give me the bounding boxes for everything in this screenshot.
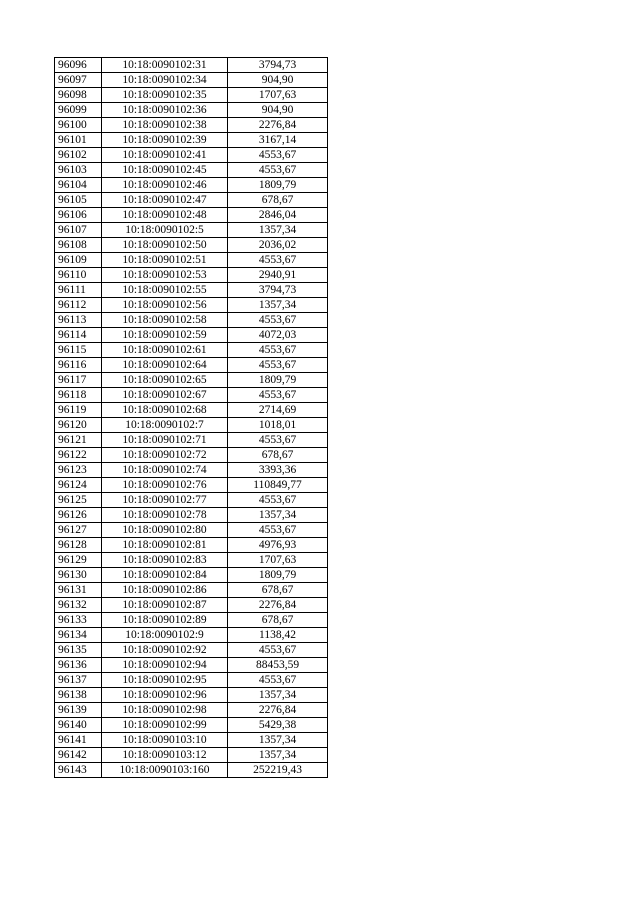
table-row xyxy=(55,418,328,433)
value-cell: 678,67 xyxy=(228,448,328,463)
value-cell: 4553,67 xyxy=(228,253,328,268)
table-row xyxy=(55,478,328,493)
table-body xyxy=(55,58,328,778)
cadastral-number-cell: 10:18:0090102:7 xyxy=(102,418,228,433)
cadastral-number-cell: 10:18:0090102:67 xyxy=(102,388,228,403)
table-row xyxy=(55,763,328,778)
value-cell: 1357,34 xyxy=(228,223,328,238)
row-id-cell: 96138 xyxy=(55,688,102,703)
row-id-cell: 96109 xyxy=(55,253,102,268)
value-cell: 1809,79 xyxy=(228,568,328,583)
table-row xyxy=(55,568,328,583)
row-id-cell: 96114 xyxy=(55,328,102,343)
table-row xyxy=(55,208,328,223)
value-cell: 3167,14 xyxy=(228,133,328,148)
table-row xyxy=(55,103,328,118)
row-id-cell: 96137 xyxy=(55,673,102,688)
table-row xyxy=(55,748,328,763)
cadastral-number-cell: 10:18:0090102:96 xyxy=(102,688,228,703)
row-id-cell: 96130 xyxy=(55,568,102,583)
table-row xyxy=(55,433,328,448)
cadastral-number-cell: 10:18:0090103:12 xyxy=(102,748,228,763)
value-cell: 3393,36 xyxy=(228,463,328,478)
table-row xyxy=(55,718,328,733)
table-row xyxy=(55,223,328,238)
table-row xyxy=(55,133,328,148)
value-cell: 1138,42 xyxy=(228,628,328,643)
value-cell: 2714,69 xyxy=(228,403,328,418)
table-row xyxy=(55,283,328,298)
table-row xyxy=(55,388,328,403)
table-row xyxy=(55,358,328,373)
row-id-cell: 96101 xyxy=(55,133,102,148)
value-cell: 678,67 xyxy=(228,193,328,208)
value-cell: 4553,67 xyxy=(228,343,328,358)
row-id-cell: 96107 xyxy=(55,223,102,238)
row-id-cell: 96102 xyxy=(55,148,102,163)
cadastral-number-cell: 10:18:0090102:46 xyxy=(102,178,228,193)
value-cell: 678,67 xyxy=(228,613,328,628)
row-id-cell: 96124 xyxy=(55,478,102,493)
value-cell: 4976,93 xyxy=(228,538,328,553)
row-id-cell: 96123 xyxy=(55,463,102,478)
value-cell: 1357,34 xyxy=(228,688,328,703)
cadastral-number-cell: 10:18:0090102:74 xyxy=(102,463,228,478)
row-id-cell: 96115 xyxy=(55,343,102,358)
cadastral-number-cell: 10:18:0090102:94 xyxy=(102,658,228,673)
cadastral-number-cell: 10:18:0090102:5 xyxy=(102,223,228,238)
value-cell: 1357,34 xyxy=(228,508,328,523)
value-cell: 3794,73 xyxy=(228,58,328,73)
table-row xyxy=(55,598,328,613)
cadastral-number-cell: 10:18:0090102:76 xyxy=(102,478,228,493)
table-row xyxy=(55,643,328,658)
table-row xyxy=(55,118,328,133)
value-cell: 4553,67 xyxy=(228,673,328,688)
table-row xyxy=(55,88,328,103)
table-row xyxy=(55,313,328,328)
row-id-cell: 96121 xyxy=(55,433,102,448)
value-cell: 2276,84 xyxy=(228,703,328,718)
data-table xyxy=(54,57,328,778)
row-id-cell: 96120 xyxy=(55,418,102,433)
table-row xyxy=(55,193,328,208)
row-id-cell: 96128 xyxy=(55,538,102,553)
cadastral-number-cell: 10:18:0090102:80 xyxy=(102,523,228,538)
row-id-cell: 96104 xyxy=(55,178,102,193)
value-cell: 252219,43 xyxy=(228,763,328,778)
table-row xyxy=(55,508,328,523)
value-cell: 110849,77 xyxy=(228,478,328,493)
row-id-cell: 96103 xyxy=(55,163,102,178)
value-cell: 1357,34 xyxy=(228,748,328,763)
table-row xyxy=(55,688,328,703)
row-id-cell: 96134 xyxy=(55,628,102,643)
value-cell: 1357,34 xyxy=(228,733,328,748)
cadastral-number-cell: 10:18:0090102:59 xyxy=(102,328,228,343)
table-row xyxy=(55,268,328,283)
table-row xyxy=(55,373,328,388)
table-row xyxy=(55,658,328,673)
cadastral-number-cell: 10:18:0090102:48 xyxy=(102,208,228,223)
row-id-cell: 96100 xyxy=(55,118,102,133)
value-cell: 2036,02 xyxy=(228,238,328,253)
table-row xyxy=(55,553,328,568)
table-row xyxy=(55,403,328,418)
cadastral-number-cell: 10:18:0090102:77 xyxy=(102,493,228,508)
row-id-cell: 96142 xyxy=(55,748,102,763)
table-row xyxy=(55,538,328,553)
row-id-cell: 96119 xyxy=(55,403,102,418)
value-cell: 4553,67 xyxy=(228,433,328,448)
table-row xyxy=(55,148,328,163)
table-row xyxy=(55,613,328,628)
row-id-cell: 96116 xyxy=(55,358,102,373)
row-id-cell: 96106 xyxy=(55,208,102,223)
row-id-cell: 96143 xyxy=(55,763,102,778)
value-cell: 4553,67 xyxy=(228,163,328,178)
table-row xyxy=(55,343,328,358)
row-id-cell: 96096 xyxy=(55,58,102,73)
cadastral-number-cell: 10:18:0090102:47 xyxy=(102,193,228,208)
row-id-cell: 96125 xyxy=(55,493,102,508)
cadastral-number-cell: 10:18:0090102:84 xyxy=(102,568,228,583)
value-cell: 3794,73 xyxy=(228,283,328,298)
cadastral-number-cell: 10:18:0090102:56 xyxy=(102,298,228,313)
table-row xyxy=(55,733,328,748)
cadastral-number-cell: 10:18:0090102:89 xyxy=(102,613,228,628)
table-row xyxy=(55,253,328,268)
row-id-cell: 96131 xyxy=(55,583,102,598)
value-cell: 1809,79 xyxy=(228,373,328,388)
table-row xyxy=(55,238,328,253)
table-row xyxy=(55,73,328,88)
table-row xyxy=(55,583,328,598)
cadastral-number-cell: 10:18:0090102:71 xyxy=(102,433,228,448)
cadastral-number-cell: 10:18:0090102:36 xyxy=(102,103,228,118)
cadastral-number-cell: 10:18:0090102:72 xyxy=(102,448,228,463)
row-id-cell: 96135 xyxy=(55,643,102,658)
value-cell: 904,90 xyxy=(228,73,328,88)
row-id-cell: 96133 xyxy=(55,613,102,628)
row-id-cell: 96097 xyxy=(55,73,102,88)
table-row xyxy=(55,163,328,178)
row-id-cell: 96099 xyxy=(55,103,102,118)
cadastral-number-cell: 10:18:0090102:34 xyxy=(102,73,228,88)
row-id-cell: 96122 xyxy=(55,448,102,463)
cadastral-number-cell: 10:18:0090102:87 xyxy=(102,598,228,613)
value-cell: 904,90 xyxy=(228,103,328,118)
value-cell: 4553,67 xyxy=(228,643,328,658)
value-cell: 5429,38 xyxy=(228,718,328,733)
row-id-cell: 96132 xyxy=(55,598,102,613)
row-id-cell: 96108 xyxy=(55,238,102,253)
cadastral-number-cell: 10:18:0090102:81 xyxy=(102,538,228,553)
cadastral-number-cell: 10:18:0090102:64 xyxy=(102,358,228,373)
cadastral-number-cell: 10:18:0090102:99 xyxy=(102,718,228,733)
value-cell: 1018,01 xyxy=(228,418,328,433)
value-cell: 4553,67 xyxy=(228,313,328,328)
value-cell: 2276,84 xyxy=(228,118,328,133)
value-cell: 2276,84 xyxy=(228,598,328,613)
value-cell: 2846,04 xyxy=(228,208,328,223)
cadastral-number-cell: 10:18:0090102:31 xyxy=(102,58,228,73)
value-cell: 1707,63 xyxy=(228,553,328,568)
row-id-cell: 96127 xyxy=(55,523,102,538)
table-row xyxy=(55,523,328,538)
value-cell: 678,67 xyxy=(228,583,328,598)
row-id-cell: 96110 xyxy=(55,268,102,283)
value-cell: 1357,34 xyxy=(228,298,328,313)
table-row xyxy=(55,298,328,313)
cadastral-number-cell: 10:18:0090102:45 xyxy=(102,163,228,178)
value-cell: 4553,67 xyxy=(228,493,328,508)
row-id-cell: 96105 xyxy=(55,193,102,208)
cadastral-number-cell: 10:18:0090102:55 xyxy=(102,283,228,298)
value-cell: 4553,67 xyxy=(228,523,328,538)
cadastral-number-cell: 10:18:0090102:35 xyxy=(102,88,228,103)
table-row xyxy=(55,448,328,463)
table-row xyxy=(55,58,328,73)
cadastral-number-cell: 10:18:0090102:98 xyxy=(102,703,228,718)
row-id-cell: 96113 xyxy=(55,313,102,328)
table-row xyxy=(55,703,328,718)
table-row xyxy=(55,178,328,193)
cadastral-number-cell: 10:18:0090102:9 xyxy=(102,628,228,643)
row-id-cell: 96118 xyxy=(55,388,102,403)
row-id-cell: 96139 xyxy=(55,703,102,718)
cadastral-number-cell: 10:18:0090102:61 xyxy=(102,343,228,358)
value-cell: 4553,67 xyxy=(228,148,328,163)
value-cell: 4553,67 xyxy=(228,388,328,403)
table-row xyxy=(55,493,328,508)
row-id-cell: 96117 xyxy=(55,373,102,388)
cadastral-number-cell: 10:18:0090102:83 xyxy=(102,553,228,568)
cadastral-number-cell: 10:18:0090102:41 xyxy=(102,148,228,163)
table-row xyxy=(55,673,328,688)
cadastral-number-cell: 10:18:0090102:39 xyxy=(102,133,228,148)
row-id-cell: 96140 xyxy=(55,718,102,733)
row-id-cell: 96141 xyxy=(55,733,102,748)
row-id-cell: 96098 xyxy=(55,88,102,103)
row-id-cell: 96111 xyxy=(55,283,102,298)
value-cell: 4072,03 xyxy=(228,328,328,343)
value-cell: 1809,79 xyxy=(228,178,328,193)
cadastral-number-cell: 10:18:0090102:53 xyxy=(102,268,228,283)
row-id-cell: 96112 xyxy=(55,298,102,313)
cadastral-number-cell: 10:18:0090102:51 xyxy=(102,253,228,268)
cadastral-number-cell: 10:18:0090102:92 xyxy=(102,643,228,658)
table-row xyxy=(55,628,328,643)
cadastral-number-cell: 10:18:0090102:38 xyxy=(102,118,228,133)
value-cell: 2940,91 xyxy=(228,268,328,283)
table-row xyxy=(55,328,328,343)
table-row xyxy=(55,463,328,478)
row-id-cell: 96136 xyxy=(55,658,102,673)
cadastral-number-cell: 10:18:0090102:95 xyxy=(102,673,228,688)
value-cell: 88453,59 xyxy=(228,658,328,673)
cadastral-number-cell: 10:18:0090103:160 xyxy=(102,763,228,778)
row-id-cell: 96126 xyxy=(55,508,102,523)
cadastral-number-cell: 10:18:0090102:86 xyxy=(102,583,228,598)
value-cell: 4553,67 xyxy=(228,358,328,373)
cadastral-number-cell: 10:18:0090103:10 xyxy=(102,733,228,748)
row-id-cell: 96129 xyxy=(55,553,102,568)
cadastral-number-cell: 10:18:0090102:68 xyxy=(102,403,228,418)
value-cell: 1707,63 xyxy=(228,88,328,103)
cadastral-number-cell: 10:18:0090102:50 xyxy=(102,238,228,253)
cadastral-number-cell: 10:18:0090102:58 xyxy=(102,313,228,328)
cadastral-number-cell: 10:18:0090102:65 xyxy=(102,373,228,388)
cadastral-number-cell: 10:18:0090102:78 xyxy=(102,508,228,523)
